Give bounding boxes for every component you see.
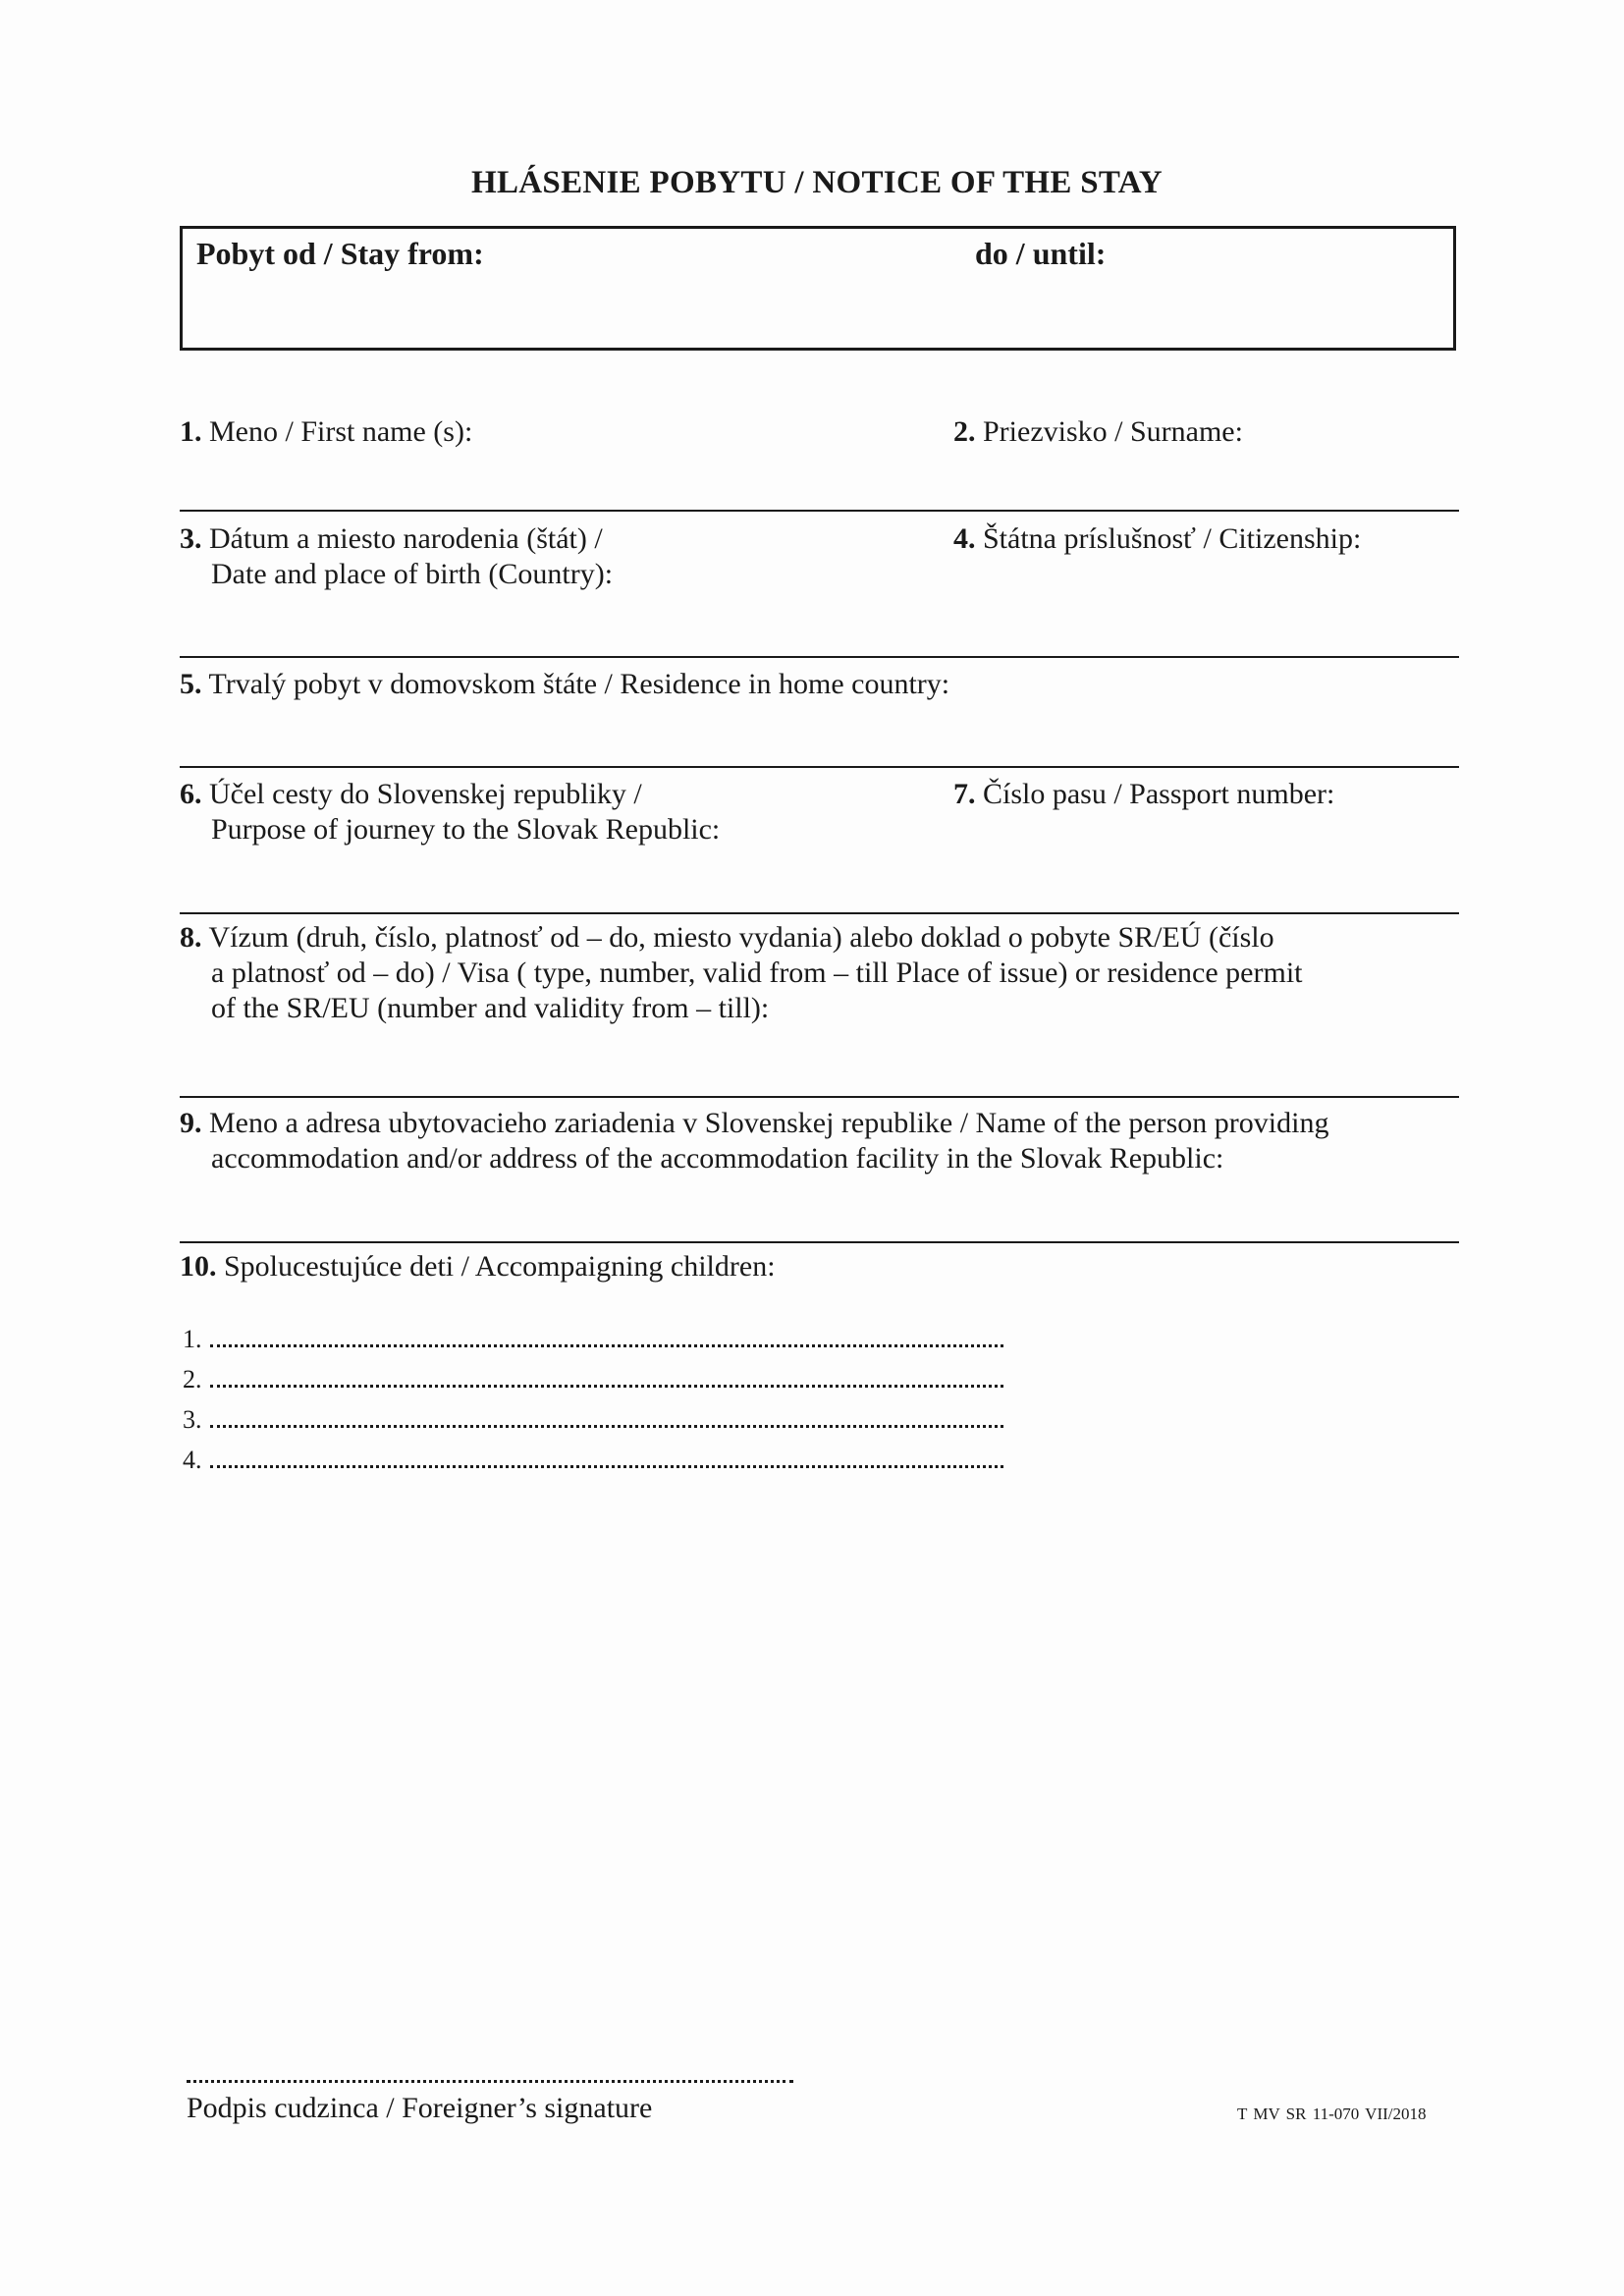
signature-label: Podpis cudzinca / Foreigner’s signature <box>187 2092 653 2124</box>
field-label-line1: Vízum (druh, číslo, platnosť od – do, miesto vydania) alebo doklad o pobyte SR/EÚ (číslo <box>208 921 1274 954</box>
child-entry[interactable] <box>183 1365 1003 1394</box>
child-dotted-line[interactable] <box>210 1342 1003 1347</box>
field-purpose-of-journey <box>180 777 720 847</box>
field-label-line2: a platnosť od – do) / Visa ( type, number, valid from – till Place of issue) or residence permit <box>211 957 1303 989</box>
field-label-line1: Účel cesty do Slovenskej republiky / <box>209 778 642 810</box>
field-label: Trvalý pobyt v domovskom štáte / Residence in home country: <box>208 668 950 700</box>
stay-from-label: Pobyt od / Stay from: <box>196 236 484 271</box>
child-number: 1. <box>183 1325 202 1353</box>
field-number: 1. <box>180 415 202 448</box>
child-number: 2. <box>183 1365 202 1394</box>
child-entry[interactable] <box>183 1405 1003 1435</box>
answer-line-purpose-passport[interactable] <box>180 912 1459 914</box>
child-dotted-line[interactable] <box>210 1383 1003 1388</box>
field-surname <box>953 414 1243 450</box>
field-label-line1: Meno a adresa ubytovacieho zariadenia v Slovenskej republike / Name of the person providing <box>209 1107 1329 1139</box>
field-label: Priezvisko / Surname: <box>983 415 1243 448</box>
field-label-line1: Dátum a miesto narodenia (štát) / <box>209 522 603 555</box>
field-number: 8. <box>180 921 202 954</box>
field-label-line2: Date and place of birth (Country): <box>211 558 614 590</box>
field-residence <box>180 667 949 702</box>
field-number: 5. <box>180 668 202 700</box>
field-label: Meno / First name (s): <box>209 415 473 448</box>
form-code: T MV SR 11-070 VII/2018 <box>1237 2105 1427 2123</box>
child-number: 3. <box>183 1405 202 1434</box>
child-entry[interactable] <box>183 1325 1003 1354</box>
child-entry[interactable] <box>183 1446 1003 1475</box>
field-number: 2. <box>953 415 976 448</box>
field-first-name <box>180 414 472 450</box>
field-accommodation <box>180 1106 1328 1176</box>
answer-line-residence[interactable] <box>180 766 1459 768</box>
form-title: HLÁSENIE POBYTU / NOTICE OF THE STAY <box>471 165 1163 200</box>
child-dotted-line[interactable] <box>210 1463 1003 1468</box>
field-number: 10. <box>180 1250 217 1283</box>
field-label: Štátna príslušnosť / Citizenship: <box>983 522 1362 555</box>
field-passport-number <box>953 777 1334 812</box>
field-label-line2: Purpose of journey to the Slovak Republic: <box>211 813 721 846</box>
child-number: 4. <box>183 1446 202 1474</box>
field-number: 9. <box>180 1107 202 1139</box>
field-label-line3: of the SR/EU (number and validity from – till): <box>211 992 770 1024</box>
signature-dotted-line[interactable] <box>187 2080 793 2083</box>
field-visa <box>180 920 1303 1026</box>
stay-until-label: do / until: <box>975 236 1107 271</box>
field-number: 6. <box>180 778 202 810</box>
field-label: Spolucestujúce deti / Accompaigning children: <box>224 1250 776 1283</box>
answer-line-accommodation[interactable] <box>180 1241 1459 1243</box>
field-children <box>180 1249 776 1285</box>
answer-line-birth-citizenship[interactable] <box>180 656 1459 658</box>
field-number: 3. <box>180 522 202 555</box>
field-birth-date-place <box>180 521 613 592</box>
answer-line-visa[interactable] <box>180 1096 1459 1098</box>
field-citizenship <box>953 521 1361 557</box>
field-number: 7. <box>953 778 976 810</box>
answer-line-names[interactable] <box>180 510 1459 512</box>
field-label: Číslo pasu / Passport number: <box>983 778 1335 810</box>
child-dotted-line[interactable] <box>210 1423 1003 1428</box>
field-label-line2: accommodation and/or address of the accommodation facility in the Slovak Republic: <box>211 1142 1224 1175</box>
field-number: 4. <box>953 522 976 555</box>
